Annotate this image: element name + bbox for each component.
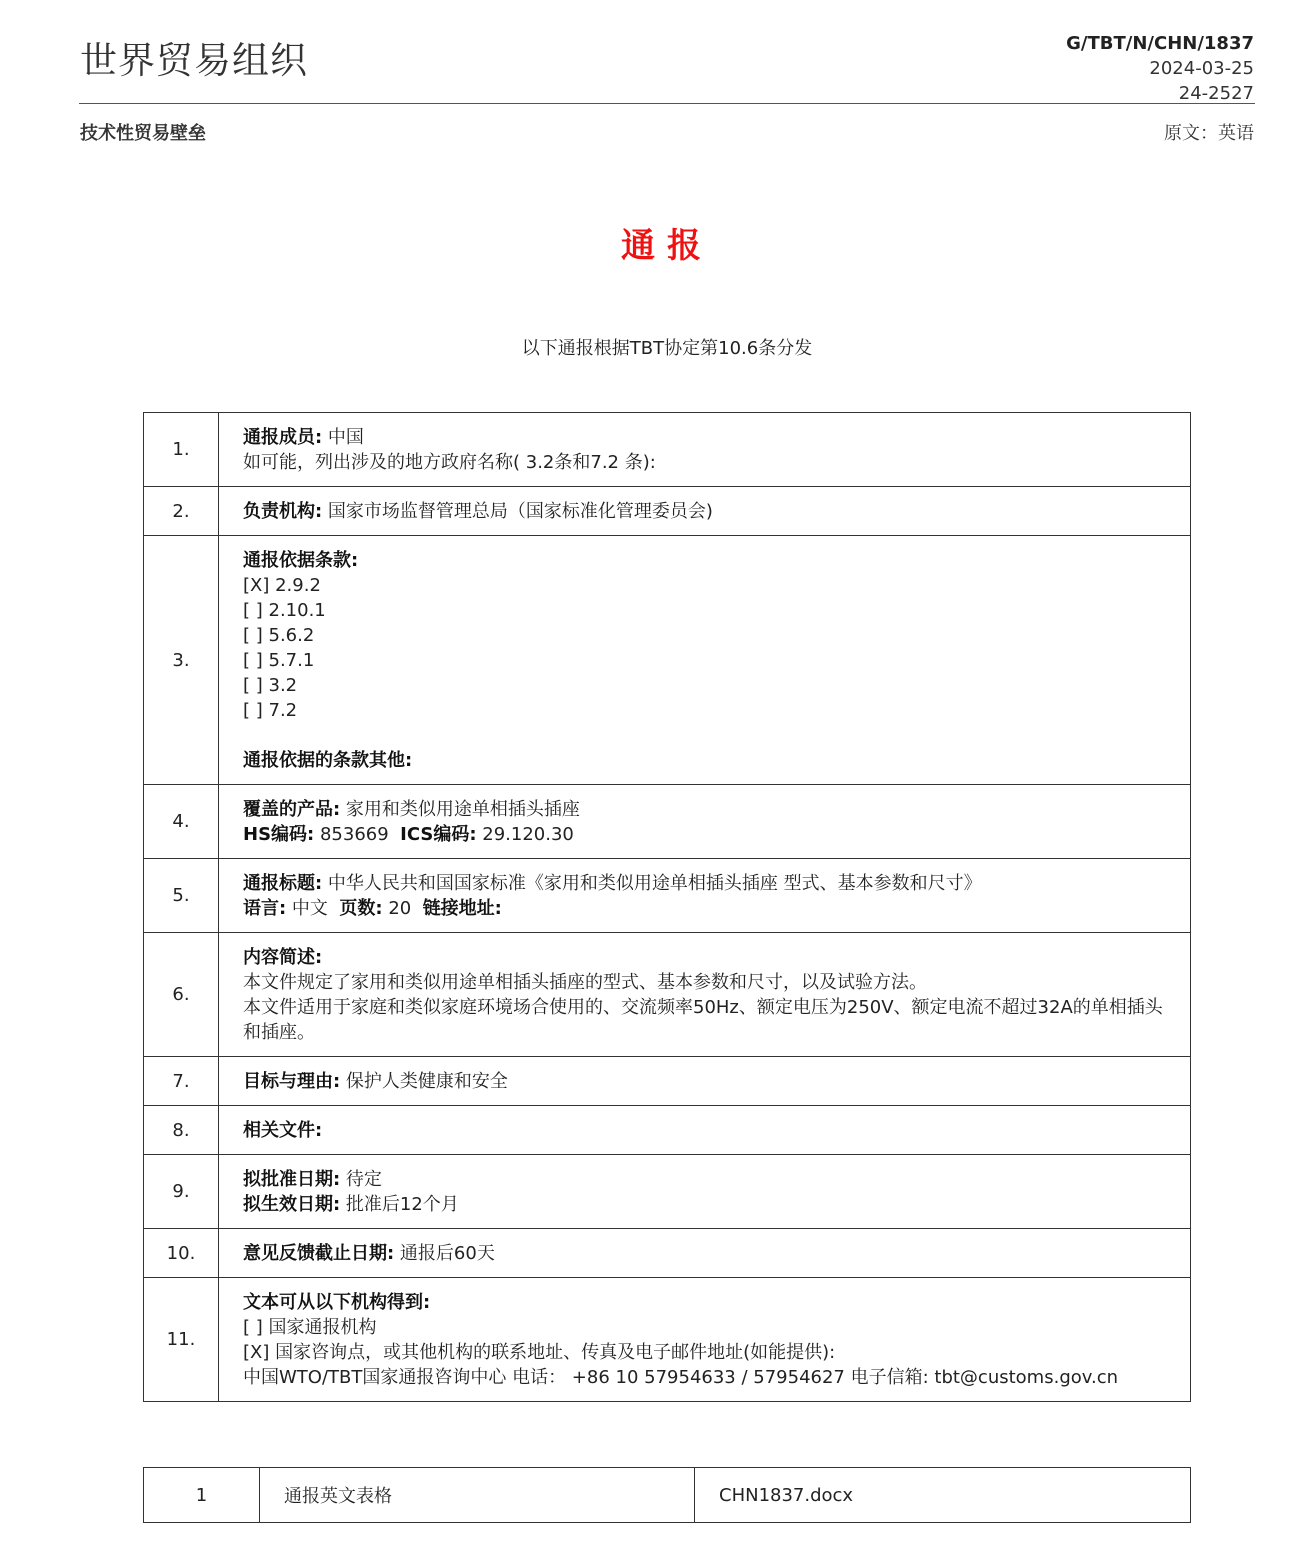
item-number: 11. xyxy=(144,1278,219,1402)
codes-line xyxy=(243,822,1170,847)
title-value: 中华人民共和国国家标准《家用和类似用途单相插头插座 型式、基本参数和尺寸》 xyxy=(322,873,982,894)
basis-option: [ ] 5.7.1 xyxy=(243,650,315,671)
item-number: 10. xyxy=(144,1229,219,1278)
adoption-label: 拟批准日期: xyxy=(243,1169,341,1190)
texts-available-label: 文本可从以下机构得到: xyxy=(243,1292,431,1313)
basis-option: [ ] 3.2 xyxy=(243,675,298,696)
deadline-value: 通报后60天 xyxy=(394,1243,495,1264)
title-label: 通报标题: xyxy=(243,873,323,894)
texts-option: [ ] 国家通报机构 xyxy=(243,1317,377,1338)
item-content xyxy=(219,1278,1191,1402)
table-row xyxy=(144,536,1191,785)
item-content xyxy=(219,1155,1191,1229)
committee-name: 技术性贸易壁垒 xyxy=(80,123,206,144)
table-row xyxy=(144,413,1191,487)
item-number: 3. xyxy=(144,536,219,785)
basis-label: 通报依据条款: xyxy=(243,550,359,571)
page-title: 通报 xyxy=(621,226,713,266)
basis-other-label: 通报依据的条款其他: xyxy=(243,750,413,771)
pages-value: 20 xyxy=(382,898,412,919)
document-meta xyxy=(1066,31,1254,106)
organization-name: 世界贸易组织 xyxy=(80,39,308,82)
basis-option: [ ] 5.6.2 xyxy=(243,625,315,646)
deadline-label: 意见反馈截止日期: xyxy=(243,1243,395,1264)
language-line xyxy=(243,896,1170,921)
agency-line xyxy=(243,499,1170,524)
table-row xyxy=(144,1278,1191,1402)
item-content xyxy=(219,933,1191,1057)
products-label: 覆盖的产品: xyxy=(243,799,341,820)
document-number: 24-2527 xyxy=(1178,83,1254,104)
content-text: 本文件适用于家庭和类似家庭环境场合使用的、交流频率50Hz、额定电压为250V、额定电流不超过32A的单相插头和插座。 xyxy=(243,997,1163,1043)
item-content xyxy=(219,1229,1191,1278)
item-content xyxy=(219,1106,1191,1155)
item-number: 4. xyxy=(144,785,219,859)
local-government-line: 如可能，列出涉及的地方政府名称( 3.2条和7.2 条): xyxy=(243,452,656,473)
relevant-documents-label: 相关文件: xyxy=(243,1120,323,1141)
item-number: 6. xyxy=(144,933,219,1057)
table-row xyxy=(144,785,1191,859)
language-value: 中文 xyxy=(286,898,328,919)
item-number: 1. xyxy=(144,413,219,487)
header-divider xyxy=(79,103,1255,104)
basis-option: [X] 2.9.2 xyxy=(243,575,321,596)
objective-value: 保护人类健康和安全 xyxy=(340,1071,508,1092)
objective-label: 目标与理由: xyxy=(243,1071,341,1092)
document-date: 2024-03-25 xyxy=(1149,58,1254,79)
objective-line xyxy=(243,1069,1170,1094)
document-symbol: G/TBT/N/CHN/1837 xyxy=(1066,33,1254,54)
page-subtitle: 以下通报根据TBT协定第10.6条分发 xyxy=(521,338,813,359)
products-value: 家用和类似用途单相插头插座 xyxy=(340,799,580,820)
table-row xyxy=(144,1106,1191,1155)
item-number: 9. xyxy=(144,1155,219,1229)
table-row xyxy=(144,933,1191,1057)
pages-label: 页数: xyxy=(339,898,383,919)
agency-value: 国家市场监督管理总局（国家标准化管理委员会) xyxy=(322,501,713,522)
item-number: 7. xyxy=(144,1057,219,1106)
item-content xyxy=(219,785,1191,859)
item-content xyxy=(219,487,1191,536)
attachment-description: 通报英文表格 xyxy=(260,1468,695,1523)
effective-value: 批准后12个月 xyxy=(340,1194,459,1215)
hs-label: HS编码: xyxy=(243,824,315,845)
notification-table xyxy=(143,412,1191,1402)
table-row xyxy=(144,1057,1191,1106)
attachment-number: 1 xyxy=(144,1468,260,1523)
products-line xyxy=(243,797,1170,822)
item-content xyxy=(219,536,1191,785)
contact-line: 中国WTO/TBT国家通报咨询中心 电话： +86 10 57954633 / 57954627 电子信箱: tbt@customs.gov.cn xyxy=(243,1367,1119,1388)
member-line xyxy=(243,425,1170,450)
content-label: 内容简述: xyxy=(243,947,323,968)
member-label: 通报成员: xyxy=(243,427,323,448)
language-label: 语言: xyxy=(243,898,287,919)
member-value: 中国 xyxy=(322,427,364,448)
ics-label: ICS编码: xyxy=(400,824,477,845)
adoption-line xyxy=(243,1167,1170,1192)
original-language: 原文：英语 xyxy=(1164,123,1254,144)
basis-option: [ ] 7.2 xyxy=(243,700,298,721)
hs-value: 853669 xyxy=(314,824,389,845)
item-number: 8. xyxy=(144,1106,219,1155)
item-content xyxy=(219,413,1191,487)
content-text: 本文件规定了家用和类似用途单相插头插座的型式、基本参数和尺寸，以及试验方法。 xyxy=(243,972,927,993)
table-row xyxy=(144,1468,1191,1523)
adoption-value: 待定 xyxy=(340,1169,382,1190)
table-row xyxy=(144,859,1191,933)
link-label: 链接地址: xyxy=(422,898,502,919)
title-line xyxy=(243,871,1170,896)
item-number: 2. xyxy=(144,487,219,536)
spacer xyxy=(243,723,1170,748)
item-content xyxy=(219,859,1191,933)
table-row xyxy=(144,487,1191,536)
texts-option: [X] 国家咨询点，或其他机构的联系地址、传真及电子邮件地址(如能提供): xyxy=(243,1342,836,1363)
ics-value: 29.120.30 xyxy=(476,824,574,845)
effective-label: 拟生效日期: xyxy=(243,1194,341,1215)
table-row xyxy=(144,1155,1191,1229)
attachment-table xyxy=(143,1467,1191,1523)
effective-line xyxy=(243,1192,1170,1217)
agency-label: 负责机构: xyxy=(243,501,323,522)
attachment-file-link[interactable]: CHN1837.docx xyxy=(695,1468,1191,1523)
item-number: 5. xyxy=(144,859,219,933)
table-row xyxy=(144,1229,1191,1278)
item-content xyxy=(219,1057,1191,1106)
basis-option: [ ] 2.10.1 xyxy=(243,600,326,621)
deadline-line xyxy=(243,1241,1170,1266)
